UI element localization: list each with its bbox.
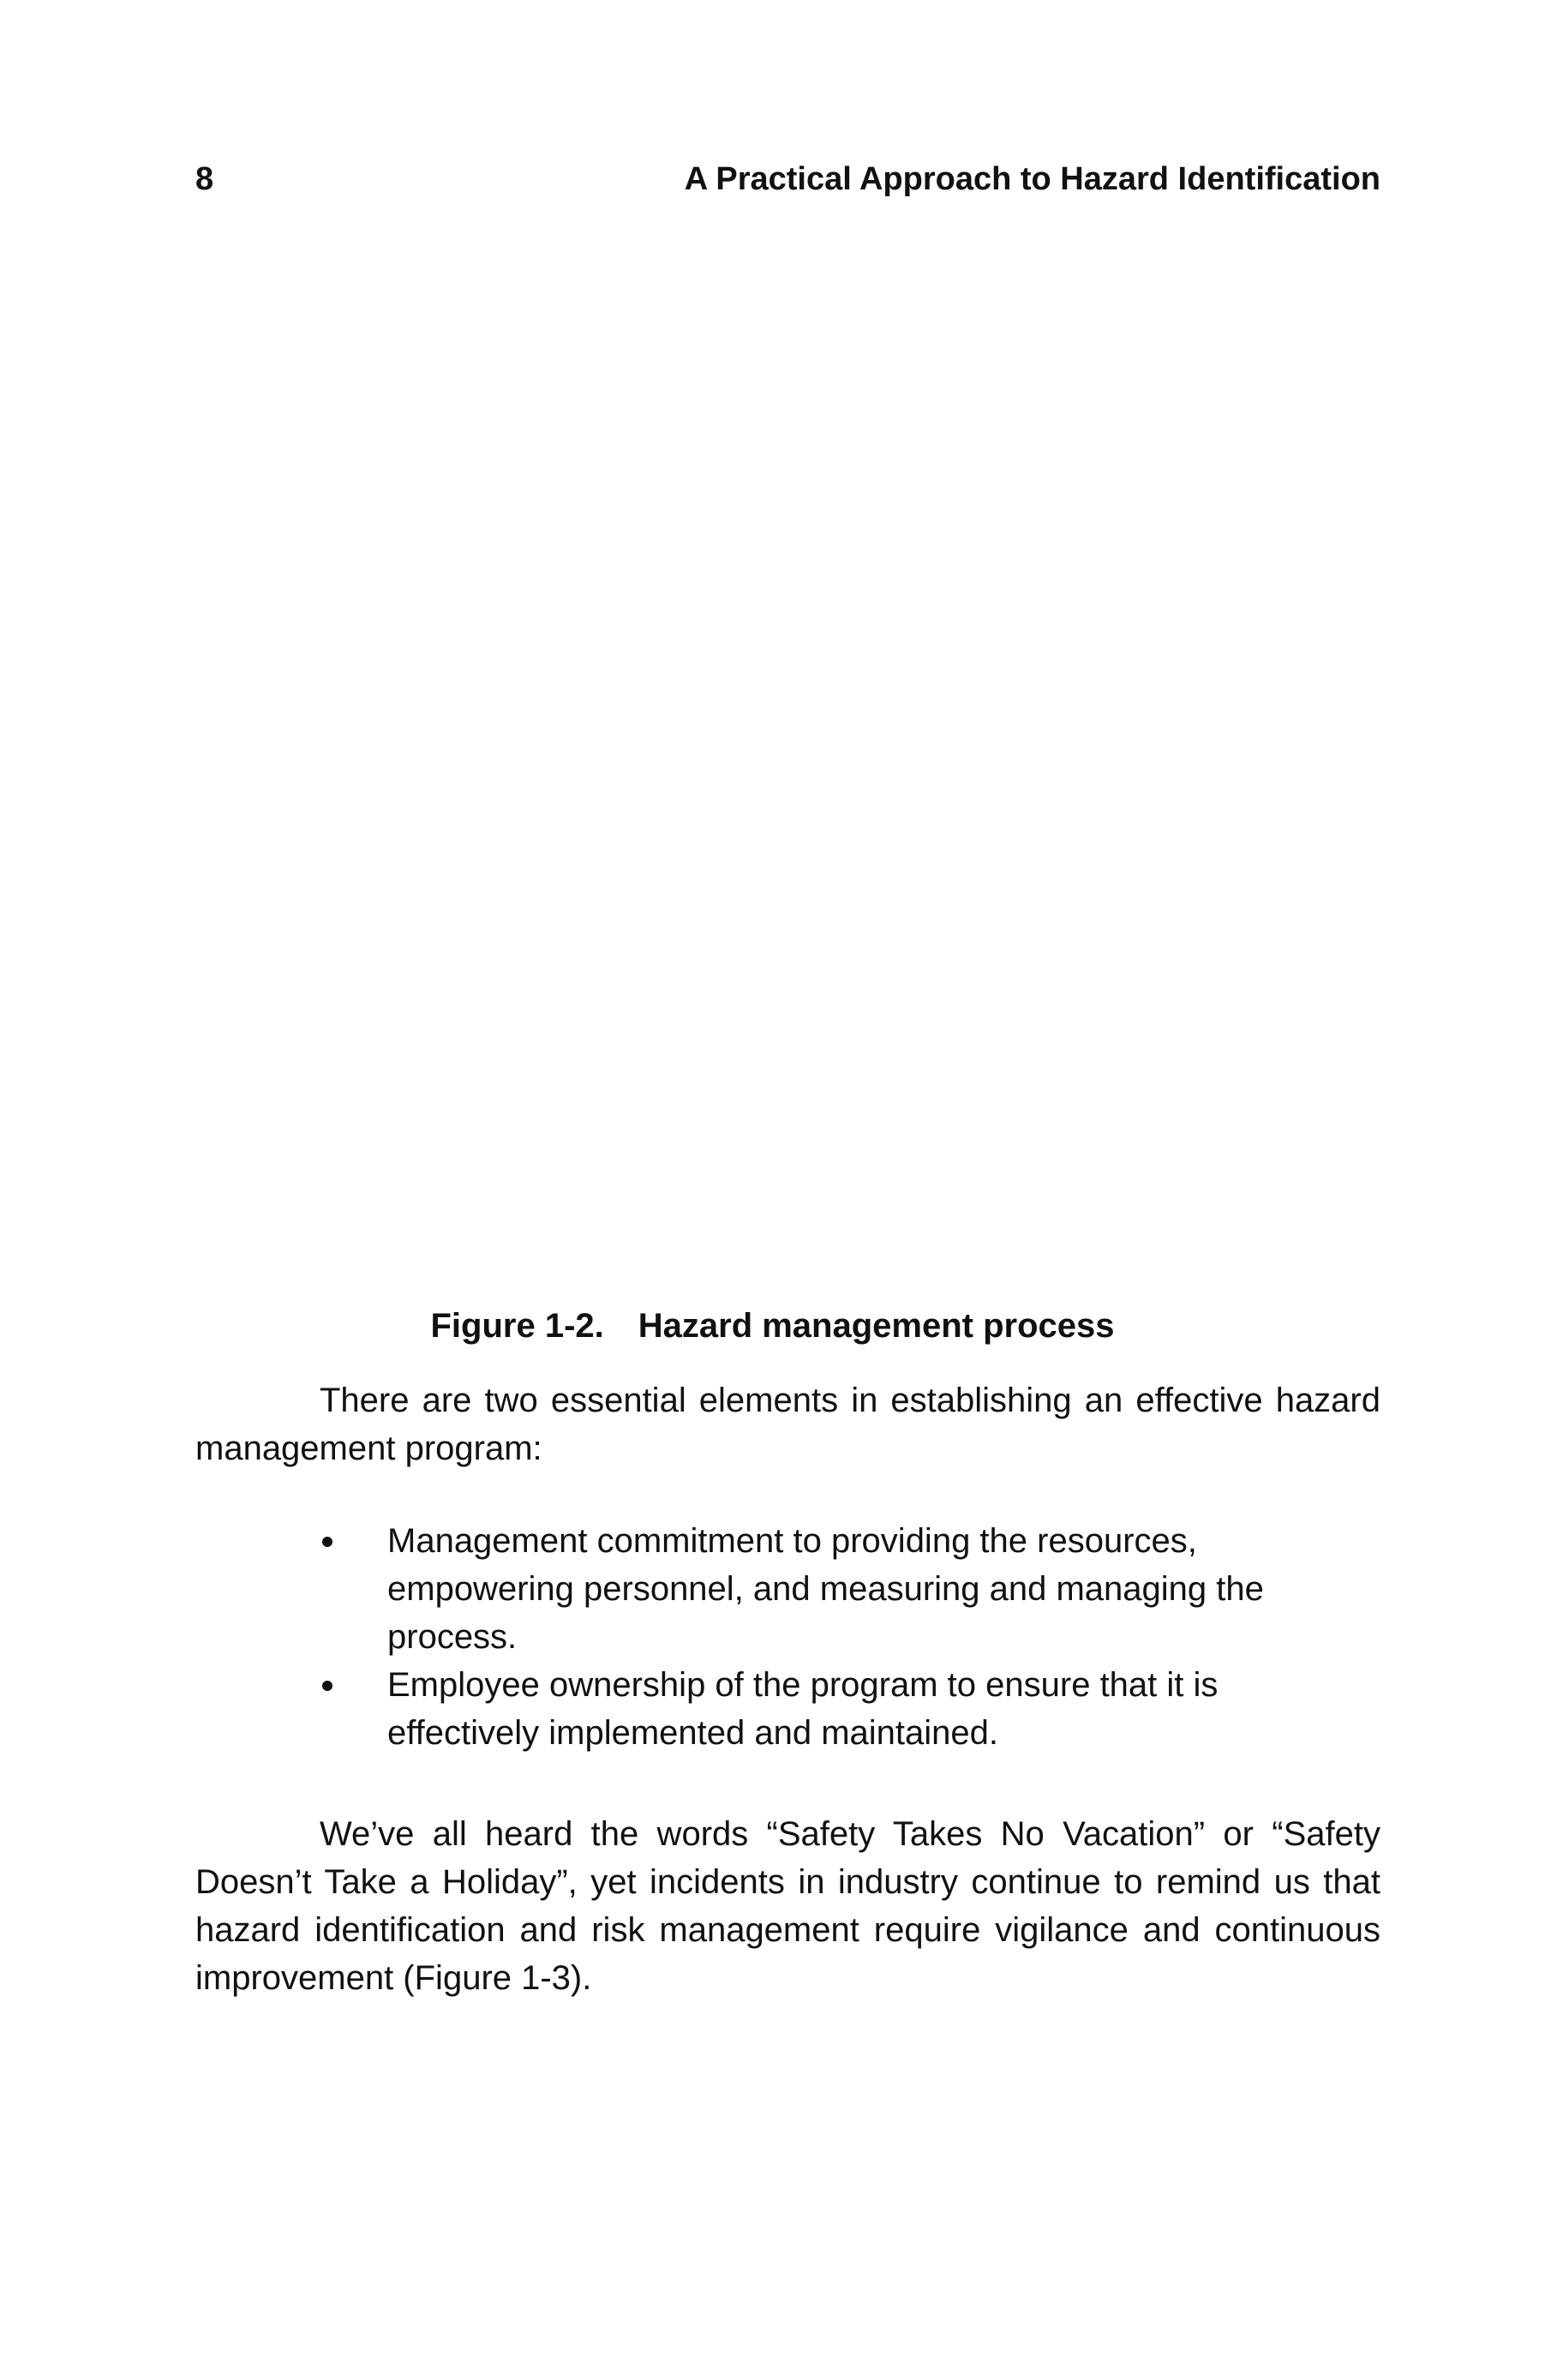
paragraph-safety — [195, 1810, 1380, 2002]
bullet-list — [319, 1517, 1304, 1757]
paragraph-safety-text: We’ve all heard the words “Safety Takes No Vacation” or “Safety Doesn’t Take a Holiday”, yet incidents in industry continue to remind us that hazard identification and risk management require vigilance and continuous improvement (Figure 1-3). — [195, 1815, 1380, 1997]
list-item — [319, 1661, 1304, 1757]
list-item-text: Management commitment to providing the resources, empowering personnel, and measuring and managing the process. — [387, 1522, 1264, 1656]
list-item — [319, 1517, 1304, 1661]
paragraph-intro — [195, 1376, 1380, 1472]
list-item-text: Employee ownership of the program to ensure that it is effectively implemented and maintained. — [387, 1666, 1219, 1752]
bullet-icon — [322, 1681, 332, 1691]
page-number: 8 — [195, 161, 214, 197]
running-header-title: A Practical Approach to Hazard Identification — [684, 161, 1380, 197]
bullet-icon — [322, 1537, 332, 1547]
paragraph-intro-text: There are two essential elements in establishing an effective hazard management program: — [195, 1382, 1380, 1467]
figure-number: Figure 1-2. — [430, 1307, 604, 1345]
figure-placeholder — [195, 249, 1380, 1286]
figure-title: Hazard management process — [638, 1307, 1115, 1345]
figure-caption — [0, 1307, 1545, 1346]
